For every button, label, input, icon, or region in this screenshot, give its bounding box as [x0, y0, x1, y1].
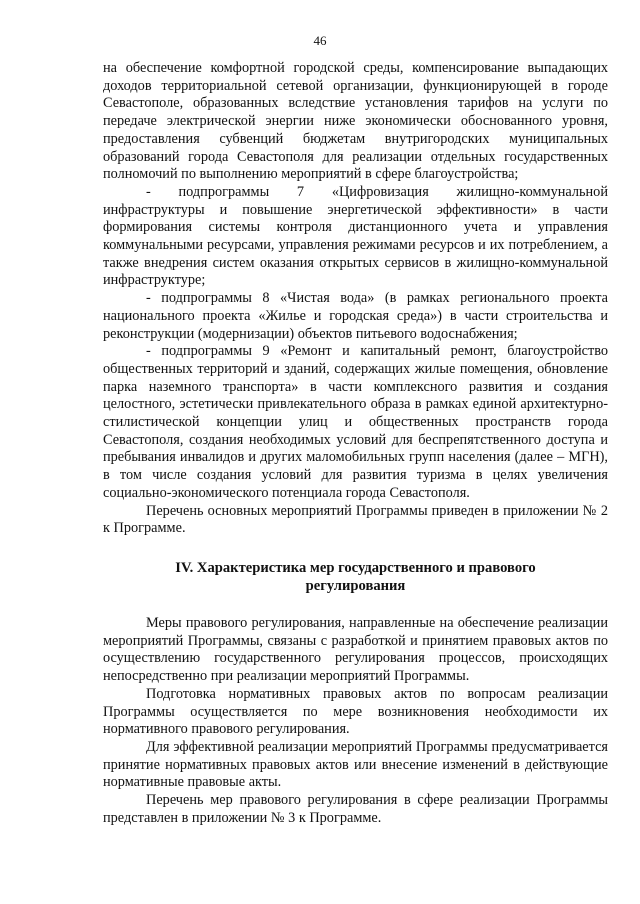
list-reference-paragraph: Перечень основных мероприятий Программы приведен в приложении № 2 к Программе.: [103, 502, 608, 537]
section-paragraph: Меры правового регулирования, направленные на обеспечение реализации мероприятий Программы, связаны с разработкой и принятием правовых актов по осуществлению государственного регулирования процессов, происходящих непосредственно при реализации мероприятий Программы.: [103, 614, 608, 685]
section-heading: [103, 559, 608, 595]
document-body: [103, 60, 608, 827]
continuation-paragraph: на обеспечение комфортной городской среды, компенсирование выпадающих доходов территориальной сетевой организации, функционирующей в городе Севастополе, образованных вследствие установления тарифов на услуги по передаче электрической энергии ниже экономически обоснованного уровня, предоставления субвенций бюджетам внутригородских муниципальных образований города Севастополя для реализации отдельных государственных полномочий по выполнению мероприятий в сфере благоустройства;: [103, 60, 608, 183]
section-paragraph: Перечень мер правового регулирования в сфере реализации Программы представлен в приложении № 3 к Программе.: [103, 792, 608, 826]
page-number: 46: [313, 33, 327, 48]
section-paragraph: Для эффективной реализации мероприятий Программы предусматривается принятие нормативных правовых актов или внесение изменений в действующие нормативные правовые акты.: [103, 738, 608, 791]
section-heading-line-2: регулирования: [305, 577, 406, 594]
section-heading-line-1: IV. Характеристика мер государственного и правового: [175, 559, 536, 576]
list-item-subprogram-7: - подпрограммы 7 «Цифровизация жилищно-коммунальной инфраструктуры и повышение энергетической эффективности» в части формирования системы контроля дистанционного учета и управления коммунальными ресурсами, управления режимами ресурсов и их потреблением, а также внедрения систем оказания открытых сервисов в жилищно-коммунальной инфраструктуре;: [103, 183, 608, 289]
list-item-subprogram-8: - подпрограммы 8 «Чистая вода» (в рамках регионального проекта национального проекта «Жилье и городская среда») в части строительства и реконструкции (модернизации) объектов питьевого водоснабжения;: [103, 290, 608, 342]
list-item-subprogram-9: - подпрограммы 9 «Ремонт и капитальный ремонт, благоустройство общественных территорий и зданий, содержащих жилые помещения, обновление парка наземного транспорта» в части комплексного развития и создания целостного, эстетически привлекательного образа в рамках единой архитектурно-стилистической концепции улиц и общественных пространств города Севастополя, создания необходимых условий для беспрепятственного доступа и пребывания инвалидов и других маломобильных групп населения (далее – МГН), в том числе создания условий для развития туризма в целях увеличения социально-экономического потенциала города Севастополя.: [103, 343, 608, 501]
section-paragraph: Подготовка нормативных правовых актов по вопросам реализации Программы осуществляется по мере возникновения необходимости их нормативного правового регулирования.: [103, 685, 608, 738]
